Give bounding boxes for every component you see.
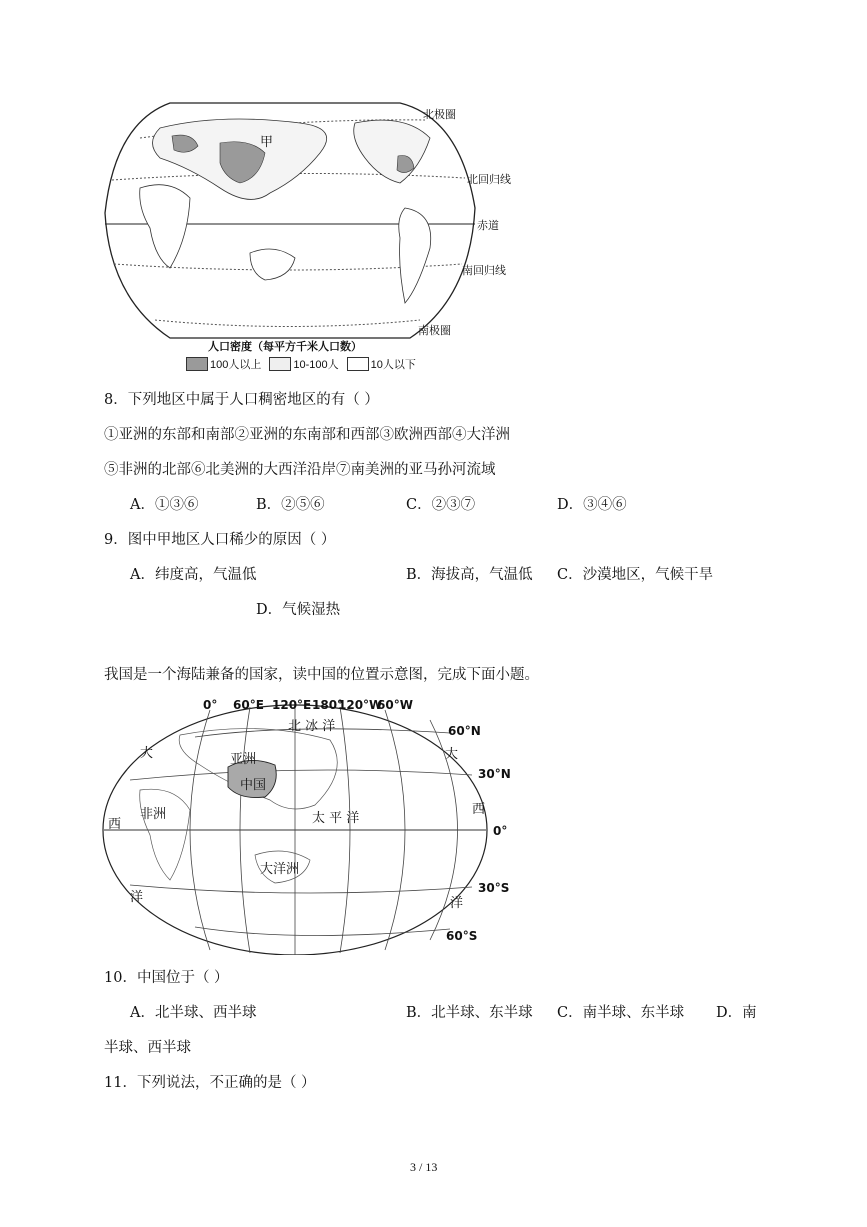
lat-label-30n: 30°N — [478, 767, 511, 781]
q9-option-a[interactable]: A．纬度高，气温低 — [130, 567, 257, 583]
q10-option-d-part2[interactable]: 半球、西半球 — [104, 1040, 191, 1056]
africa-label: 非洲 — [140, 807, 167, 822]
top-label-60e: 60°E — [233, 698, 264, 712]
q8-stem: 8．下列地区中属于人口稠密地区的有（ ） — [104, 392, 379, 408]
legend-item-dense: 100人以上 — [186, 356, 261, 372]
q10-option-b[interactable]: B．北半球、东半球 — [406, 1005, 533, 1021]
section-intro: 我国是一个海陆兼备的国家，读中国的位置示意图，完成下面小题。 — [104, 667, 539, 683]
atlantic-yang-right: 洋 — [450, 896, 464, 911]
arctic-circle-label: 北极圈 — [423, 108, 456, 121]
population-density-map — [100, 98, 520, 373]
q9-option-c[interactable]: C．沙漠地区，气候干旱 — [557, 567, 714, 583]
tropic-capricorn-label: 南回归线 — [462, 264, 506, 277]
jia-label: 甲 — [260, 135, 274, 150]
legend-swatch-white — [347, 357, 369, 371]
asia-label: 亚洲 — [230, 752, 257, 767]
q10-option-a[interactable]: A．北半球、西半球 — [130, 1005, 257, 1021]
china-label: 中国 — [240, 778, 267, 793]
q10-option-c[interactable]: C．南半球、东半球 — [557, 1005, 685, 1021]
lat-label-60n: 60°N — [448, 724, 481, 738]
atlantic-xi-right: 西 — [472, 802, 486, 817]
q9-option-b[interactable]: B．海拔高，气温低 — [406, 567, 533, 583]
legend-title: 人口密度（每平方千米人口数） — [208, 340, 362, 353]
top-label-180: 180° — [312, 698, 344, 712]
equator-label: 赤道 — [477, 219, 499, 232]
legend-item-sparse: 10人以下 — [347, 356, 416, 372]
q10-option-d-part1[interactable]: D．南 — [716, 1005, 757, 1021]
atlantic-xi-left: 西 — [108, 817, 122, 832]
q11-stem: 11．下列说法，不正确的是（ ） — [104, 1075, 316, 1091]
map-legend — [186, 356, 416, 372]
lat-label-30s: 30°S — [478, 881, 510, 895]
lat-label-60s: 60°S — [446, 929, 478, 943]
legend-swatch-dark — [186, 357, 208, 371]
q10-stem: 10．中国位于（ ） — [104, 970, 229, 986]
atlantic-yang-left: 洋 — [130, 890, 144, 905]
legend-item-medium: 10-100人 — [269, 356, 338, 372]
top-label-60w: 60°W — [377, 698, 413, 712]
q9-option-d[interactable]: D．气候湿热 — [256, 602, 341, 618]
pacific-label: 太 平 洋 — [312, 811, 360, 826]
q8-option-d[interactable]: D．③④⑥ — [557, 497, 627, 513]
oceania-label: 大洋洲 — [260, 862, 300, 877]
lat-label-0: 0° — [493, 824, 508, 838]
atlantic-da-left: 大 — [140, 746, 154, 761]
china-location-map — [100, 695, 520, 955]
top-label-0: 0° — [203, 698, 218, 712]
top-label-120e: 120°E — [272, 698, 312, 712]
atlantic-da-right: 大 — [445, 747, 459, 762]
top-label-120w: 120°W — [338, 698, 383, 712]
q8-option-b[interactable]: B．②⑤⑥ — [256, 497, 325, 513]
q8-options-line1: ①亚洲的东部和南部②亚洲的东南部和西部③欧洲西部④大洋洲 — [104, 427, 510, 443]
q9-stem: 9．图中甲地区人口稀少的原因（ ） — [104, 532, 336, 548]
page-number: 3 / 13 — [410, 1160, 438, 1174]
antarctic-circle-label: 南极圈 — [418, 324, 451, 337]
q8-option-c[interactable]: C．②③⑦ — [406, 497, 476, 513]
arctic-ocean-label: 北 冰 洋 — [288, 719, 336, 734]
tropic-cancer-label: 北回归线 — [467, 173, 511, 186]
legend-swatch-light — [269, 357, 291, 371]
q8-option-a[interactable]: A．①③⑥ — [130, 497, 199, 513]
q8-options-line2: ⑤非洲的北部⑥北美洲的大西洋沿岸⑦南美洲的亚马孙河流域 — [104, 462, 496, 478]
